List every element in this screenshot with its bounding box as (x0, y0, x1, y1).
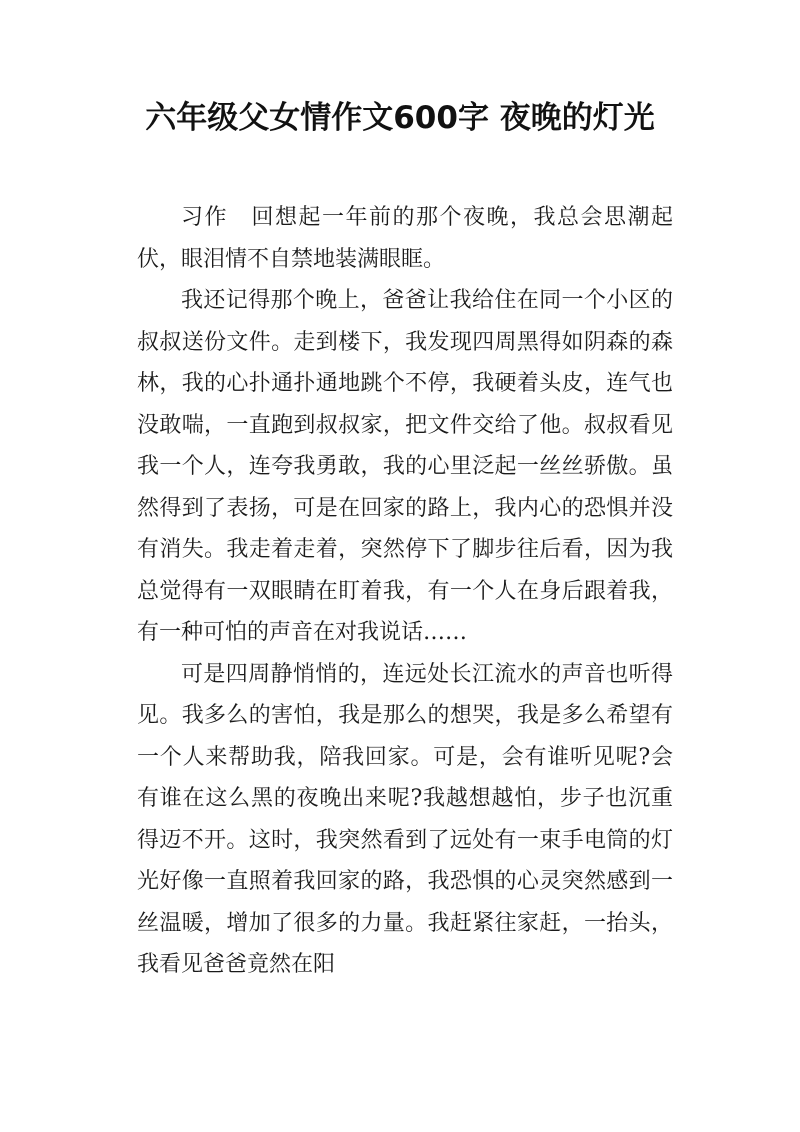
paragraph-2: 我还记得那个晚上，爸爸让我给住在同一个小区的叔叔送份文件。走到楼下，我发现四周黑得如阴森的森林，我的心扑通扑通地跳个不停，我硬着头皮，连气也没敢喘，一直跑到叔叔家，把文件交给了他。叔叔看见我一个人，连夸我勇敢，我的心里泛起一丝丝骄傲。虽然得到了表扬，可是在回家的路上，我内心的恐惧并没有消失。我走着走着，突然停下了脚步往后看，因为我总觉得有一双眼睛在盯着我，有一个人在身后跟着我，有一种可怕的声音在对我说话…… (137, 288, 673, 645)
document-title: 六年级父女情作文600字 夜晚的灯光 (145, 100, 655, 136)
paragraph-3: 可是四周静悄悄的，连远处长江流水的声音也听得见。我多么的害怕，我是那么的想哭，我是多么希望有一个人来帮助我，陪我回家。可是，会有谁听见呢?会有谁在这么黑的夜晚出来呢?我越想越怕，步子也沉重得迈不开。这时，我突然看到了远处有一束手电筒的灯光好像一直照着我回家的路，我恐惧的心灵突然感到一丝温暖，增加了很多的力量。我赶紧往家赶，一抬头，我看见爸爸竟然在阳 (137, 661, 673, 977)
document-body (137, 197, 673, 986)
paragraph-1: 习作 回想起一年前的那个夜晚，我总会思潮起伏，眼泪情不自禁地装满眼眶。 (137, 205, 673, 272)
